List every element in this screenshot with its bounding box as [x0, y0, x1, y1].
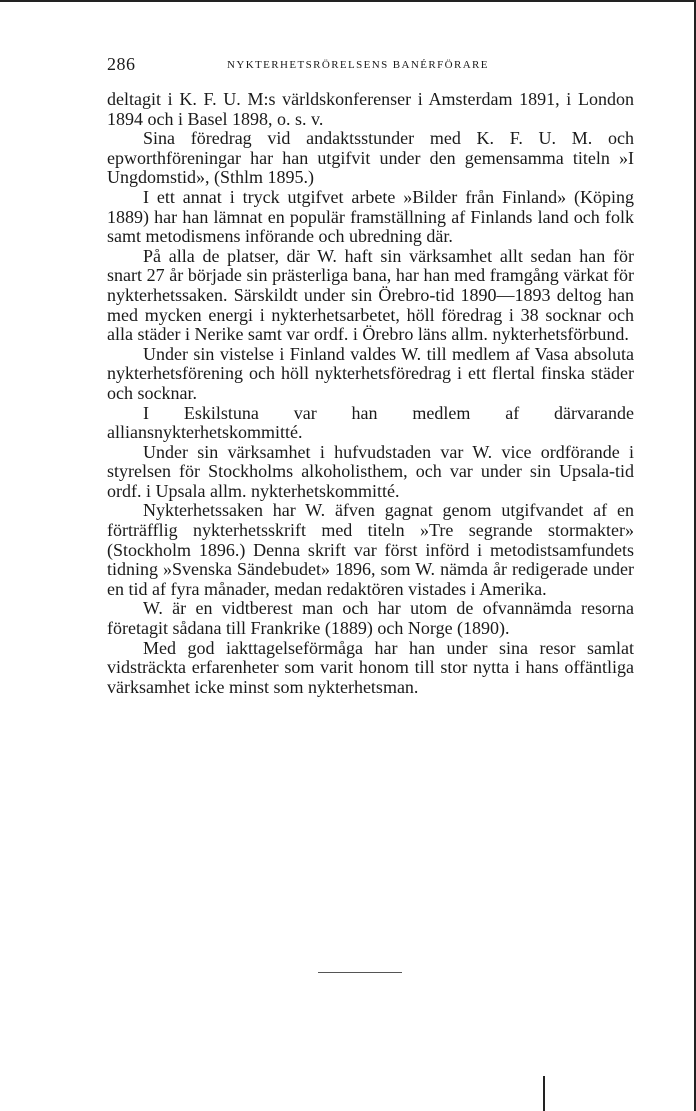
paragraph-5: Under sin vistelse i Finland valdes W. till medlem af Vasa absoluta nykterhetsförening och höll nykterhetsföredrag i ett flertal finska städer och socknar.	[107, 343, 634, 403]
page-number: 286	[107, 54, 136, 74]
paragraph-2: Sina föredrag vid andaktsstunder med K. F. U. M. och epworthföreningar har han utgifvit under den gemensamma titeln »I Ungdomstid», (Sthlm 1895.)	[107, 128, 634, 188]
paragraph-7: Under sin värksamhet i hufvudstaden var W. vice ordförande i styrelsen för Stockholms alkoholisthem, och var under sin Upsala-tid ordf. i Upsala allm. nykterhetskommitté.	[107, 441, 634, 501]
running-head	[107, 54, 637, 78]
paragraph-8: Nykterhetssaken har W. äfven gagnat genom utgifvandet af en förträfflig nykterhetsskrift med titeln »Tre segrande stormakter» (Stockholm 1896.) Denna skrift var först införd i metodistsamfundets tidning »Svenska Sändebudet» 1896, som W. nämda år redigerade under en tid af fyra månader, medan redaktören vistades i Amerika.	[107, 500, 634, 599]
end-rule-divider	[318, 972, 402, 973]
margin-mark	[543, 1076, 545, 1111]
paragraph-9: W. är en vidtberest man och har utom de ofvannämda resorna företagit sådana till Frankrike (1889) och Norge (1890).	[107, 598, 634, 639]
running-title: NYKTERHETSRÖRELSENS BANÉRFÖRARE	[227, 59, 489, 71]
body-text	[107, 90, 634, 697]
paragraph-4: På alla de platser, där W. haft sin värksamhet allt sedan han för snart 27 år började sin prästerliga bana, har han med framgång värkat för nykterhetssaken. Särskildt under sin Örebro-tid 1890—1893 deltog han med mycken energi i nykterhetsarbetet, höll föredrag i 38 socknar och alla städer i Nerike samt var ordf. i Örebro läns allm. nykterhetsförbund.	[107, 245, 634, 345]
paragraph-10: Med god iakttagelseförmåga har han under sina resor samlat vidsträckta erfarenheter som varit honom till stor nytta i hans offäntliga värksamhet icke minst som nykterhetsman.	[107, 637, 634, 697]
paragraph-1: deltagit i K. F. U. M:s världskonferenser i Amsterdam 1891, i London 1894 och i Basel 1898, o. s. v.	[107, 89, 634, 129]
page-top-border	[0, 0, 696, 2]
paragraph-6: I Eskilstuna var han medlem af därvarande alliansnykterhetskommitté.	[107, 402, 634, 443]
paragraph-3: I ett annat i tryck utgifvet arbete »Bilder från Finland» (Köping 1889) har han lämnat en populär framställning af Finlands land och folk samt metodismens införande och ubredning där.	[107, 186, 634, 247]
